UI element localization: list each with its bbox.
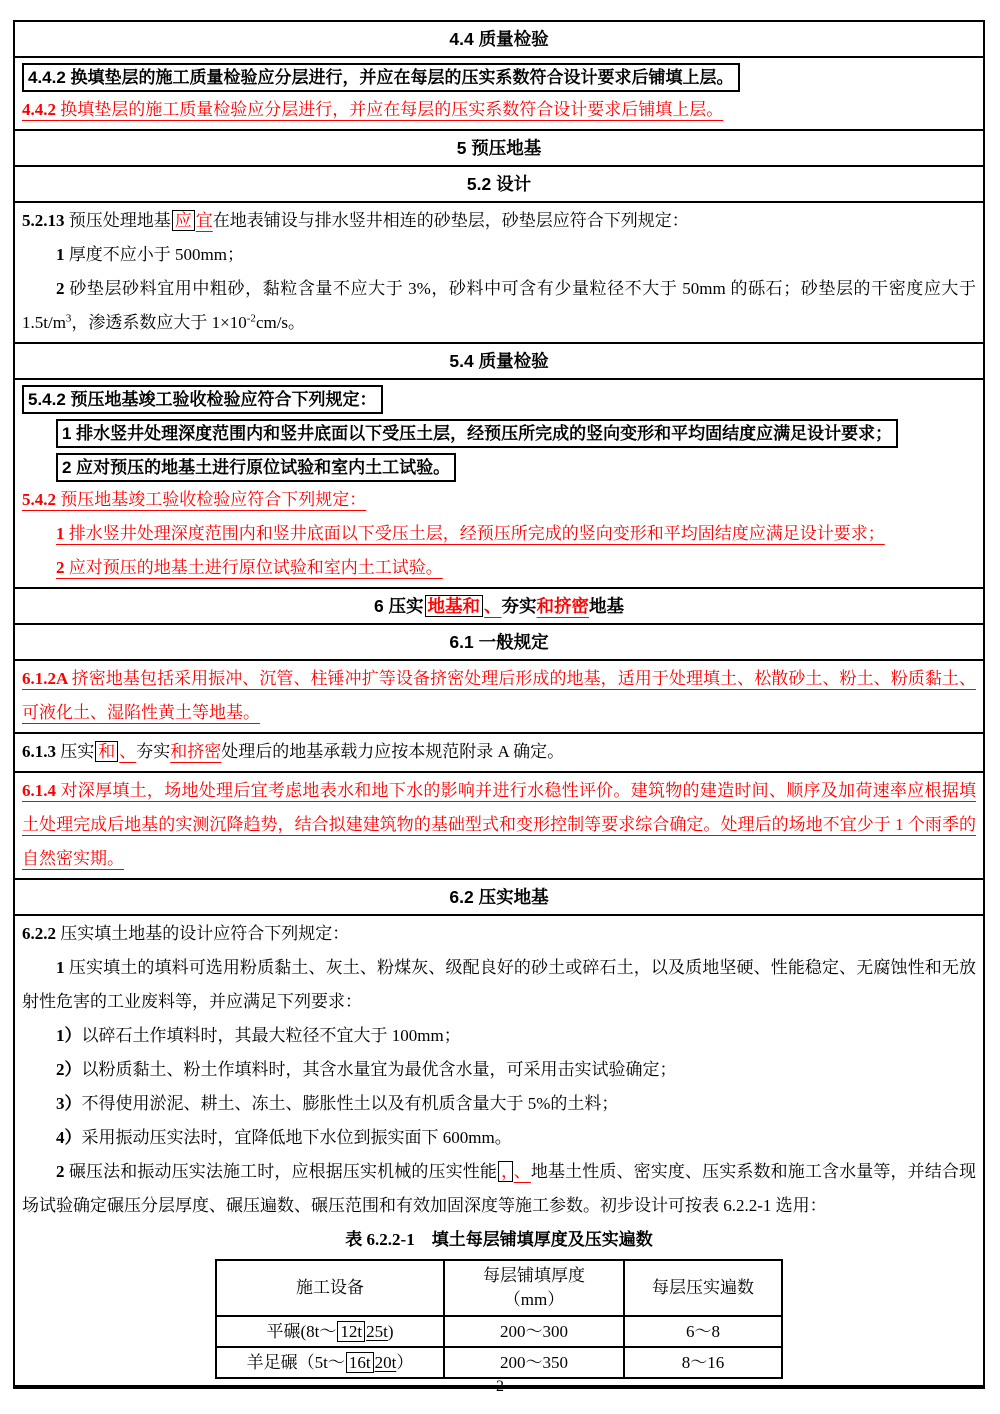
text-segment: cm/s。: [255, 313, 306, 332]
text-segment: 5.4.2 预压地基竣工验收检验应符合下列规定：: [28, 389, 377, 409]
clause-6-2-2-main: [22, 917, 976, 951]
text-segment: 2: [56, 1162, 65, 1181]
text-segment: 6.2 压实地基: [449, 887, 549, 907]
text-segment: 砂垫层砂料宜用中粗砂，黏粒含量不应大于 3%，砂料中可含有少量粒径不大于 50mm 的砾石；砂垫层的干密度应大于 1.5t/m: [22, 279, 976, 332]
table-cell: [216, 1347, 444, 1378]
text-segment: 6.2.2: [22, 924, 56, 943]
inserted-text: 、: [119, 742, 137, 761]
boxed-original-clause: [56, 453, 456, 482]
section-heading: [15, 344, 983, 378]
table-header-text: 每层压实遍数: [652, 1278, 754, 1297]
inserted-text: 预压地基竣工验收检验应符合下列规定：: [60, 490, 367, 509]
text-segment: 不得使用淤泥、耕土、冻土、膨胀性土以及有机质含量大于 5%的土料；: [81, 1094, 619, 1113]
boxed-original-clause: [22, 385, 383, 414]
text-segment: 6 压实: [373, 596, 424, 616]
text-segment: ，渗透系数应大于 1×10: [71, 313, 247, 332]
text-segment: 在地表铺设与排水竖井相连的砂垫层，砂垫层应符合下列规定：: [212, 211, 689, 230]
deleted-text-box: 和: [95, 741, 118, 762]
clause-6-2-2-subitem-3: [22, 1087, 976, 1121]
text-segment: 以粉质黏土、粉土作填料时，其含水量宜为最优含水量，可采用击实试验确定；: [81, 1060, 677, 1079]
text-segment: 6.1.3: [22, 742, 56, 761]
table-row: [216, 1347, 782, 1378]
text-segment: 厚度不应小于 500mm；: [64, 245, 244, 264]
text-segment: 压实填土地基的设计应符合下列规定：: [56, 924, 350, 943]
inserted-text: 5.4.2: [22, 490, 61, 509]
clause-6-1-3: [15, 734, 983, 773]
section-heading: [15, 589, 983, 623]
section-heading: [15, 22, 983, 56]
inserted-text: 排水竖井处理深度范围内和竖井底面以下受压土层，经预压所完成的竖向变形和平均固结度应满足设计要求；: [68, 524, 885, 543]
clause-6-1-2A: [15, 661, 983, 734]
table-header-text: 每层铺填厚度: [483, 1266, 585, 1285]
text-segment: 2: [56, 279, 65, 298]
text-segment: 25t: [366, 1322, 388, 1341]
text-segment: 地基土性质、密实度、压实系数和施工含水量等，并结合现场试验确定碾压分层厚度、碾压遍数、碾压范围和有效加固深度等施工参数。初步设计可按表 6.2.2-1 选用：: [22, 1162, 977, 1215]
text-segment: 1 排水竖井处理深度范围内和竖井底面以下受压土层，经预压所完成的竖向变形和平均固结度应满足设计要求；: [62, 423, 893, 443]
text-segment: 预压处理地基: [64, 211, 171, 230]
text-segment: 5.4 质量检验: [449, 351, 549, 371]
table-header-cell: [624, 1260, 782, 1316]
heading-5: [15, 131, 983, 167]
inserted-text: 宜: [195, 211, 213, 230]
text-segment: 5 预压地基: [456, 138, 542, 158]
clause-4-4-2-original: [22, 59, 976, 93]
clause-5-4-2-revised: [22, 483, 976, 517]
text-segment: 压实填土的填料可选用粉质黏土、灰土、粉煤灰、级配良好的砂土或碎石土，以及质地坚硬、性能稳定、无腐蚀性和无放射性危害的工业废料等，并应满足下列要求：: [22, 958, 976, 1011]
clause-6-2-2-subitem-2: [22, 1053, 976, 1087]
clause-6-2-2-item-1: [22, 951, 976, 1019]
text-segment: ): [387, 1322, 394, 1341]
text-segment: 处理后的地基承载力应按本规范附录 A 确定。: [221, 742, 565, 761]
text-segment: 羊足碾（5t～: [246, 1353, 345, 1372]
text-segment: 1: [56, 245, 65, 264]
text-segment: 1）: [56, 1026, 82, 1045]
heading-6-2: [15, 880, 983, 916]
clause-5-2-13: [15, 203, 983, 344]
text-segment: 地基: [589, 596, 625, 616]
inserted-text: 挤密地基包括采用振冲、沉管、柱锤冲扩等设备挤密处理后形成的地基，适用于处理填土、松散砂土、粉土、粉质黏土、可液化土、湿陷性黄土等地基。: [22, 669, 976, 722]
table-cell: [444, 1316, 624, 1347]
clause-5-2-13-main: [22, 204, 976, 238]
section-heading: [15, 131, 983, 165]
section-heading: [15, 167, 983, 201]
inserted-text: 、: [513, 1162, 531, 1181]
text-segment: 平碾(8t～: [266, 1322, 337, 1341]
text-segment: 200～350: [500, 1353, 568, 1372]
text-segment: -2: [246, 312, 256, 325]
inserted-text: 1: [56, 524, 69, 543]
text-segment: 表 6.2.2-1 填土每层铺填厚度及压实遍数: [345, 1230, 653, 1249]
text-segment: 采用振动压实法时，宜降低地下水位到振实面下 600mm。: [81, 1128, 512, 1147]
clause-6-2-2-subitem-1: [22, 1019, 976, 1053]
section-heading: [15, 880, 983, 914]
text-segment: 4.4.2 换填垫层的施工质量检验应分层进行，并应在每层的压实系数符合设计要求后铺填上层。: [28, 67, 734, 87]
table-title: [22, 1223, 976, 1257]
inserted-text: 换填垫层的施工质量检验应分层进行，并应在每层的压实系数符合设计要求后铺填上层。: [60, 100, 724, 119]
inserted-text: 6.1.4: [22, 781, 61, 800]
inserted-text: 、: [484, 596, 502, 616]
clause-5-4-2-revised-item-1: [22, 517, 976, 551]
clause-6-1-3-text: [22, 735, 976, 769]
text-segment: 夯实: [136, 742, 171, 761]
clause-5-4-2-original-item-1: [22, 415, 976, 449]
inserted-text: 对深厚填土，场地处理后宜考虑地表水和地下水的影响并进行水稳性评价。建筑物的建造时间、顺序及加荷速率应根据填土处理完成后地基的实测沉降趋势，结合拟建建筑物的基础型式和变形控制等要求综合确定。处理后的场地不宜少于 1 个雨季的自然密实期。: [22, 781, 977, 868]
heading-4-4: [15, 22, 983, 58]
clause-6-2-2: [15, 916, 983, 1385]
heading-6-1: [15, 625, 983, 661]
table-cell: [444, 1347, 624, 1378]
text-segment: 2 应对预压的地基土进行原位试验和室内土工试验。: [62, 457, 451, 477]
text-segment: 以碎石土作填料时，其最大粒径不宜大于 100mm；: [81, 1026, 461, 1045]
boxed-original-clause: [56, 419, 898, 448]
text-segment: 5.2 设计: [466, 174, 532, 194]
clause-5-2-13-item-2: [22, 272, 976, 340]
clause-5-4-2: [15, 380, 983, 589]
text-segment: 碾压法和振动压实法施工时，应根据压实机械的压实性能: [64, 1162, 498, 1181]
table-header-text: （mm）: [503, 1290, 565, 1309]
table-header-cell: [216, 1260, 444, 1316]
clause-5-2-13-item-1: [22, 238, 976, 272]
boxed-original-clause: [22, 63, 740, 92]
inserted-text: 和挤密: [536, 596, 590, 616]
document-table: [13, 20, 985, 1389]
inserted-text: 和挤密: [170, 742, 222, 761]
table-cell: [624, 1347, 782, 1378]
deleted-text-box: 16t: [346, 1352, 374, 1373]
table-header-text: 施工设备: [296, 1278, 364, 1297]
clause-6-1-2A-text: [22, 662, 976, 730]
text-segment: 20t: [374, 1353, 397, 1372]
text-segment: 6.1 一般规定: [449, 632, 549, 652]
deleted-text-box: 应: [172, 210, 195, 231]
clause-4-4-2: [15, 58, 983, 131]
text-segment: 压实: [56, 742, 95, 761]
clause-6-1-4: [15, 773, 983, 880]
text-segment: 1: [56, 958, 65, 977]
text-segment: 4）: [56, 1128, 82, 1147]
deleted-text-box: 12t: [337, 1321, 365, 1342]
inserted-text: 4.4.2: [22, 100, 61, 119]
text-segment: 3）: [56, 1094, 82, 1113]
text-segment: 5.2.13: [22, 211, 65, 230]
table-cell: [624, 1316, 782, 1347]
table-row: [216, 1316, 782, 1347]
clause-5-4-2-revised-item-2: [22, 551, 976, 585]
text-segment: 8～16: [681, 1353, 725, 1372]
clause-6-2-2-subitem-4: [22, 1121, 976, 1155]
clause-5-4-2-original: [22, 381, 976, 415]
fill-thickness-table: [215, 1259, 783, 1379]
deleted-text-box: ，: [498, 1161, 513, 1182]
text-segment: 200～300: [500, 1322, 568, 1341]
page-number: 2: [496, 1378, 504, 1395]
table-header-row: [216, 1260, 782, 1316]
clause-6-1-4-text: [22, 774, 976, 876]
table-header-cell: [444, 1260, 624, 1316]
heading-6: [15, 589, 983, 625]
inserted-text: 应对预压的地基土进行原位试验和室内土工试验。: [68, 558, 443, 577]
table-cell: [216, 1316, 444, 1347]
text-segment: ）: [396, 1353, 414, 1372]
heading-5-2: [15, 167, 983, 203]
clause-4-4-2-revised: [22, 93, 976, 127]
text-segment: 4.4 质量检验: [449, 29, 549, 49]
text-segment: 夯实: [501, 596, 537, 616]
inserted-text: 2: [56, 558, 69, 577]
inserted-text: 6.1.2A: [22, 669, 72, 688]
deleted-text-box: 地基和: [425, 595, 484, 617]
text-segment: 3: [65, 312, 72, 325]
text-segment: 2）: [56, 1060, 82, 1079]
section-heading: [15, 625, 983, 659]
clause-6-2-2-item-2: [22, 1155, 976, 1223]
heading-5-4: [15, 344, 983, 380]
text-segment: 6～8: [686, 1322, 720, 1341]
clause-5-4-2-original-item-2: [22, 449, 976, 483]
